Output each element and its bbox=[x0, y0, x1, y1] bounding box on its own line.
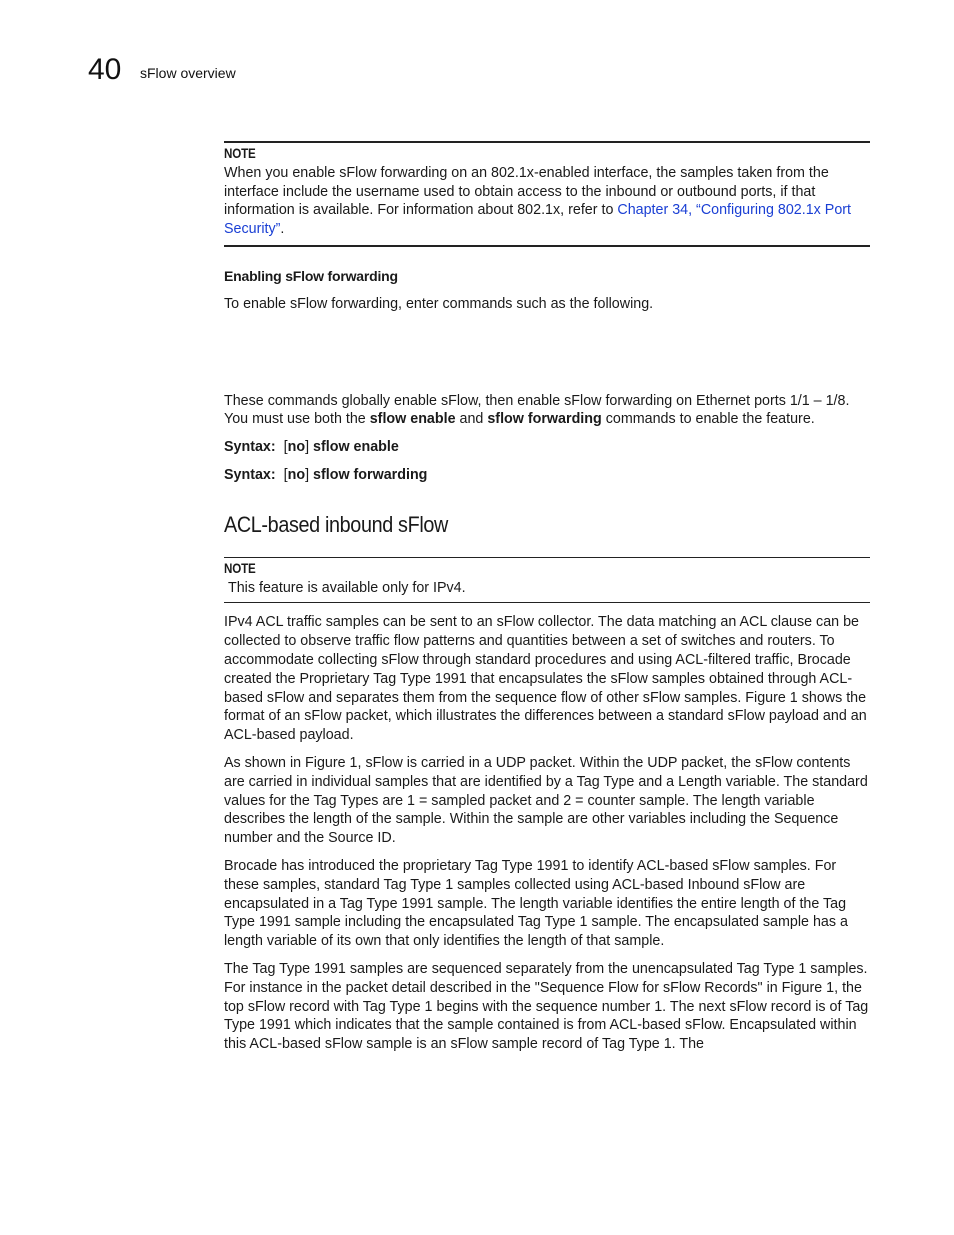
page-body bbox=[224, 141, 870, 1054]
body-paragraph: The Tag Type 1991 samples are sequenced separately from the unencapsulated Tag Type 1 samples. For instance in the packet detail described in the "Sequence Flow for sFlow Records" in Figure 1, the top sFlow record with Tag Type 1 begins with the sequence number 1. The next sFlow record is of Tag Type 1991 which indicates that the sample contained is from ACL-based sFlow. Encapsulated within this ACL-based sFlow sample is an sFlow sample record of Tag Type 1. The bbox=[224, 960, 869, 1053]
body-paragraph: Brocade has introduced the proprietary Tag Type 1991 to identify ACL-based sFlow samples. For these samples, standard Tag Type 1 samples collected using ACL-based Inbound sFlow are encapsulated in a Tag Type 1991 sample. The length variable identifies the entire length of the Tag Type 1991 sample including the encapsulated Tag Type 1 sample. The encapsulated sample has a length variable of its own that only identifies the length of that sample. bbox=[224, 857, 848, 950]
note-text: This feature is available only for IPv4. bbox=[228, 579, 466, 596]
note-label: NOTE bbox=[224, 560, 256, 576]
cmd-sflow-forwarding: sflow forwarding bbox=[487, 411, 602, 428]
enabling-heading: Enabling sFlow forwarding bbox=[224, 267, 398, 284]
cmd-sflow-enable: sflow enable bbox=[369, 411, 456, 428]
note-802-1x bbox=[224, 141, 870, 247]
enabling-explanation: These commands globally enable sFlow, then enable sFlow forwarding on Ethernet ports 1/1 – 1/8. You must use both the sflow enable and sflow forwarding commands to enable the feature. bbox=[224, 392, 850, 428]
chapter-34-link[interactable]: Chapter 34, “Configuring 802.1x Port Security” bbox=[224, 202, 852, 238]
enabling-intro: To enable sFlow forwarding, enter commands such as the following. bbox=[224, 295, 654, 312]
running-title: sFlow overview bbox=[140, 65, 236, 81]
note-ipv4 bbox=[224, 557, 870, 604]
body-paragraph: As shown in Figure 1, sFlow is carried in a UDP packet. Within the UDP packet, the sFlow contents are carried in individual samples that are identified by a Tag Type and a Length variable. The standard values for the Tag Types are 1 = sampled packet and 2 = counter sample. The length variable describes the length of the sample. Within the sample are other variables including the Sequence number and the Source ID. bbox=[224, 754, 868, 847]
chapter-number: 40 bbox=[88, 53, 122, 86]
note-text: When you enable sFlow forwarding on an 802.1x-enabled interface, the samples taken from the interface include the username used to obtain access to the inbound or outbound ports, if that information is available. For information about 802.1x, refer to Chapter 34, “Configuring 802.1x Port Security”. bbox=[224, 164, 852, 238]
section-title: ACL-based inbound sFlow bbox=[224, 511, 448, 537]
syntax-sflow-forwarding: Syntax: [no] sflow forwarding bbox=[224, 466, 428, 483]
body-paragraph: IPv4 ACL traffic samples can be sent to an sFlow collector. The data matching an ACL clause can be collected to observe traffic flow patterns and quantities between a set of switches and routers. To accommodate collecting sFlow through standard procedures and using ACL-filtered traffic, Brocade created the Proprietary Tag Type 1991 that encapsulates the sFlow samples obtained through ACL-based sFlow and separates them from the sequence flow of other sFlow samples. Figure 1 shows the format of an sFlow packet, which illustrates the differences between a standard sFlow payload and an ACL-based payload. bbox=[224, 614, 867, 744]
syntax-sflow-enable: Syntax: [no] sflow enable bbox=[224, 439, 399, 456]
note-label: NOTE bbox=[224, 146, 256, 161]
